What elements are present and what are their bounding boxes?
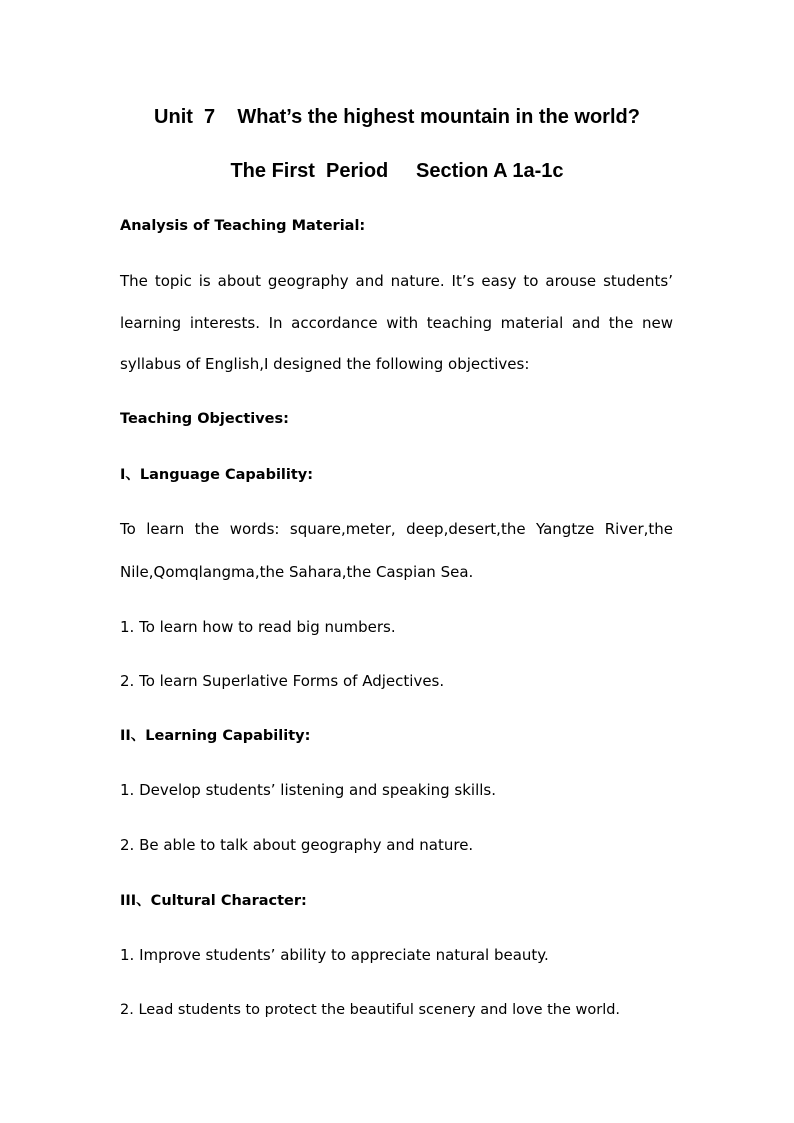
analysis-heading: Analysis of Teaching Material: <box>120 218 366 234</box>
language-capability-heading: I、Language Capability: <box>120 467 314 483</box>
learning-item-2: 2. Be able to talk about geography and nature. <box>120 836 474 854</box>
cultural-character-heading: III、Cultural Character: <box>120 893 307 909</box>
cultural-item-2: 2. Lead students to protect the beautiful scenery and love the world. <box>120 1002 621 1018</box>
language-item-1: 1. To learn how to read big numbers. <box>120 618 396 636</box>
language-item-2: 2. To learn Superlative Forms of Adjectives. <box>120 672 445 690</box>
learning-capability-heading: II、Learning Capability: <box>120 728 311 744</box>
analysis-line-2: learning interests. In accordance with teaching material and the new <box>120 314 673 332</box>
objectives-heading: Teaching Objectives: <box>120 411 289 427</box>
period-title: The First Period Section A 1a-1c <box>230 160 564 182</box>
words-line-2: Nile,Qomqlangma,the Sahara,the Caspian Sea. <box>120 563 474 581</box>
cultural-item-1: 1. Improve students’ ability to appreciate natural beauty. <box>120 946 549 964</box>
analysis-line-1: The topic is about geography and nature. It’s easy to arouse students’ <box>120 272 673 290</box>
learning-item-1: 1. Develop students’ listening and speaking skills. <box>120 781 497 799</box>
words-line-1: To learn the words: square,meter, deep,desert,the Yangtze River,the <box>120 520 673 538</box>
analysis-line-3: syllabus of English,I designed the following objectives: <box>120 355 530 373</box>
unit-title: Unit 7 What’s the highest mountain in the world? <box>154 106 640 128</box>
